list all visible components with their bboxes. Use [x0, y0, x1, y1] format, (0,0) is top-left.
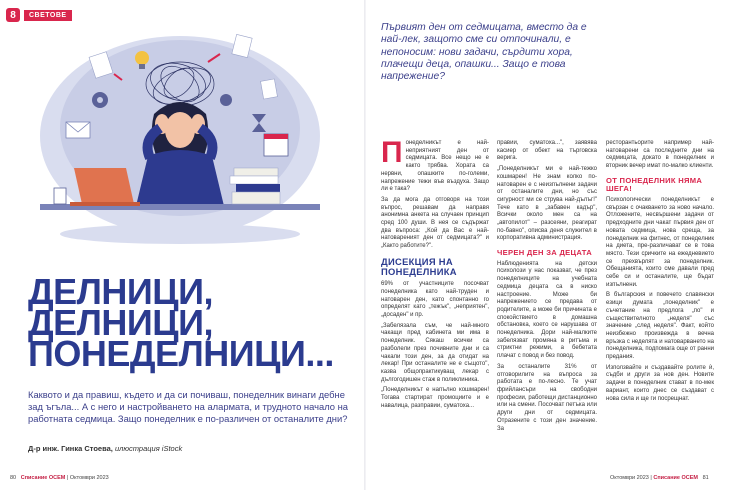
heading-dissection: ДИСЕКЦИЯ НА ПОНЕДЕЛНИКА	[381, 255, 457, 278]
stressed-woman-illustration	[30, 18, 320, 248]
col1-p3: 69% от участниците посочват понеделника като най-труден и натоварен ден, като спонтанно го определят като „тежък", „неприятен", „досаден" и пр.	[381, 281, 489, 319]
col3-p4: Използвайте и създавайте ролите ѝ, съдби и други за нов ден. Новите задачи в понеделник стават в по-мек вариант, които днес се създават с нова сила и ще ги посрещнат.	[606, 364, 714, 402]
magazine-logo-icon: 8	[6, 8, 20, 22]
byline-credit: илюстрация iStock	[114, 444, 183, 453]
col1-p4: „Забелязала съм, че най-много чакащи пред кабинета ми има в понеделник. Сякаш всички са разболели през почивните дни и са чакали този ден, за да отидат на лекар! При останалите не е същото", казва общопрактикуващ лекар с дългогодишен стаж в поликлиника.	[381, 322, 489, 383]
col2-p3: Наблюденията на детски психолози у нас показват, че през понеделниците на учебната седмица децата са в ниско настроение. Може би напрежението се предава от родителите, а може би причината е спокойствието в домашна обстановка, което се нарушава от понеделника. Дори най-малките забелязват промяна в ритъма и стриктни режими, а бебетата плачат с повод и без повод.	[497, 260, 597, 360]
column-2	[497, 140, 597, 436]
column-3	[606, 140, 714, 406]
footer-left	[10, 475, 109, 481]
col1-p5: „Понеделникът е напълно кошмарен! Тогава стартират промоциите и е навалица, разправии, суматоха...	[381, 387, 489, 409]
article-lead: Каквото и да правиш, където и да си почиваш, понеделник винаги дебне зад ъгъла... А с него и настройването на алармата, и трудното начало на работната седмица. Защо понеделник е по-различен от останалите дни?	[28, 389, 348, 425]
title-line-3: ПОНЕДЕЛНИЦИ...	[28, 333, 334, 374]
column-1	[381, 136, 489, 414]
footer-left-issue: | Октомври 2023	[65, 475, 109, 481]
page-gutter	[364, 0, 366, 490]
heading-black-day: ЧЕРЕН ДЕН ЗА ДЕЦАТА	[497, 248, 593, 258]
article-title	[28, 271, 368, 374]
dropcap: П	[381, 136, 403, 169]
col3-p3: В българския и повечето славянски езици думата „понеделник" е съчетание на предлога „по" и съществителното „неделя" със значение „след неделя". Факт, който неизбежно произвежда в вечна връзка с неделята и натоварването на понеделника, подпомага още от ранни предания.	[606, 292, 714, 361]
byline	[28, 444, 182, 453]
pull-quote: Първият ден от седмицата, вместо да е най-лек, защото сме си отпочинали, е непоносим: нови задачи, сърдити хора, плачещи деца, опашки... Защо е това напрежение?	[381, 22, 587, 83]
title-line-2: ДЕЛНИЦИ,	[28, 302, 213, 343]
col2-p2: „Понеделникът ми е най-тежко кошмарен! Не знам колко по-натоварен е с неизпълнени задачи от останалите дни, но със сигурност ми се струва най-дълъг!" Тече като в „забавен кадър", Всички около мен са на „автопилот" – разсеяни, реагират по-бавно", описва деня служител в корпоративна администрация.	[497, 166, 597, 242]
title-line-1: ДЕЛНИЦИ,	[28, 271, 213, 312]
footer-right-mag: Списание ОСЕМ	[653, 475, 699, 481]
heading-no-joke: ОТ ПОНЕДЕЛНИК НЯМА ШЕГА!	[606, 175, 703, 194]
footer-right-issue: Октомври 2023 |	[610, 475, 654, 481]
col2-p4: За останалите 31% от отговорилите на въпроса за работата е по-лесно. Те учат фрийлансъри на свободни професии, работещи дистанционно или на смени. Посочват петъка или други дни от седмицата. Отразените с този ден значение. За	[497, 363, 597, 432]
col2-p1: правии, суматоха...", заявява касиер от обект на търговска верига.	[497, 140, 597, 162]
col3-p2: Психологически понеделникът е свързан с очакването за ново начало. Отложените, несвършени задачи от предходните дни чакат първия ден от новата седмица, нова среща, за понеделник на фитнес, от понеделник на диета, пре-различават се в това място. Тези сричките на ежедневието се прехвърлят за понеделник. Обещанията, които сме давали пред себе си и останалите, ще бъдат изпълнени.	[606, 197, 714, 288]
col1-p1: онеделникът е най-неприятният ден от седмицата. Все нещо не е както трябва. Хората са нервни, опашките по-големи, напрежение тежи във въздуха. Защо ли е така?	[381, 140, 489, 193]
byline-author: Д-р инж. Гинка Стоева,	[28, 444, 113, 453]
col3-p1: ресторантьорите например най-натоварени са последните дни на седмицата, докато в понеделник и вторник вечер имат по-малко клиенти.	[606, 140, 714, 170]
footer-left-mag: Списание ОСЕМ	[20, 475, 66, 481]
footer-right-page: 81	[702, 475, 709, 481]
col1-p2: За да мога да отговоря на този въпрос, решавам да направя анонимна анкета на случаен принцип сред 100 души. В нея се съдържат два въпроса: „Кой да Вас е най-натовареният ден от седмицата?" и „Както работите?".	[381, 196, 489, 250]
footer-right	[610, 475, 709, 481]
section-label: СВЕТОВЕ	[24, 10, 72, 21]
footer-left-page: 80	[10, 475, 17, 481]
